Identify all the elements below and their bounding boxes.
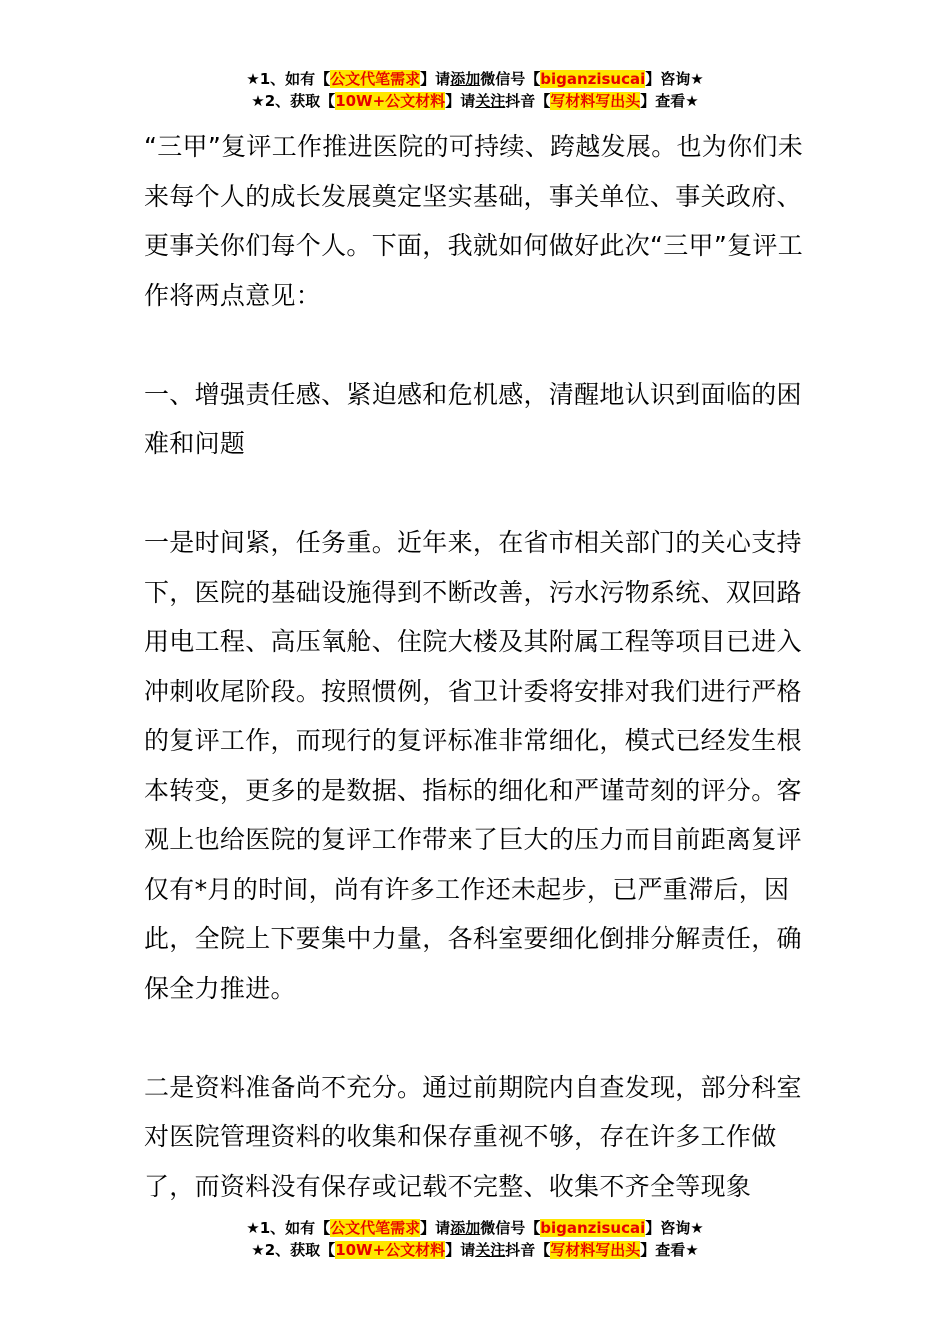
paragraph-intro: “三甲”复评工作推进医院的可持续、跨越发展。也为你们未来每个人的成长发展奠定坚实基础，事关单位、事关政府、更事关你们每个人。下面，我就如何做好此次“三甲”复评工作将两点意见： [144,132,804,310]
highlight-materials: 10W+公文材料 [335,92,446,110]
section-heading: 一、增强责任感、紧迫感和危机感，清醒地认识到面临的困难和问题 [144,379,802,458]
paragraph-point-1: 一是时间紧，任务重。近年来，在省市相关部门的关心支持下，医院的基础设施得到不断改善，污水污物系统、双回路用电工程、高压氧舱、住院大楼及其附属工程等项目已进入冲刺收尾阶段。按照惯例，省卫计委将安排对我们进行严格的复评工作，而现行的复评标准非常细化，模式已经发生根本转变，更多的是数据、指标的细化和严谨苛刻的评分。客观上也给医院的复评工作带来了巨大的压力而目前距离复评仅有*月的时间，尚有许多工作还未起步，已严重滞后，因此，全院上下要集中力量，各科室要细化倒排分解责任，确保全力推进。 [144,528,802,1003]
paragraph-gap [144,320,806,370]
paragraph-gap [144,469,806,519]
promo-banner-top [0,68,950,112]
promo-line-2: ★2、获取【10W+公文材料】请关注抖音【写材料写出头】查看★ [251,1241,699,1259]
highlight-wechat-id: biganzisucai [540,1219,646,1237]
promo-banner-bottom [0,1217,950,1261]
highlight-douyin: 写材料写出头 [550,1241,641,1259]
highlight-service: 公文代笔需求 [330,1219,421,1237]
paragraph-point-2: 二是资料准备尚不充分。通过前期院内自查发现，部分科室对医院管理资料的收集和保存重视不够，存在许多工作做了，而资料没有保存或记载不完整、收集不齐全等现象 [144,1072,802,1201]
promo-line-1: ★1、如有【公文代笔需求】请添加微信号【biganzisucai】咨询★ [246,1219,704,1237]
highlight-douyin: 写材料写出头 [550,92,641,110]
paragraph-gap [144,1013,806,1063]
highlight-materials: 10W+公文材料 [335,1241,446,1259]
highlight-service: 公文代笔需求 [330,70,421,88]
document-body [144,122,806,1211]
promo-line-1: ★1、如有【公文代笔需求】请添加微信号【biganzisucai】咨询★ [246,70,704,88]
highlight-wechat-id: biganzisucai [540,70,646,88]
promo-line-2: ★2、获取【10W+公文材料】请关注抖音【写材料写出头】查看★ [251,92,699,110]
